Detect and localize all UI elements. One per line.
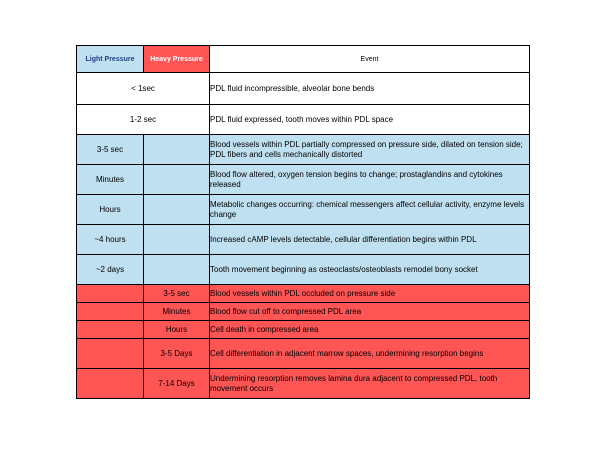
- table-row: [77, 321, 530, 339]
- event-cell: Undermining resorption removes lamina dura adjacent to compressed PDL, tooth movement occurs: [210, 369, 530, 399]
- empty-cell: [77, 285, 144, 303]
- heavy-time-cell: Hours: [144, 321, 210, 339]
- table-row: [77, 135, 530, 165]
- pressure-timeline-table: [76, 45, 530, 399]
- empty-cell: [144, 165, 210, 195]
- table-row: [77, 165, 530, 195]
- event-header: Event: [210, 46, 530, 73]
- event-cell: Cell death in compressed area: [210, 321, 530, 339]
- light-time-cell: Hours: [77, 195, 144, 225]
- table-row: [77, 285, 530, 303]
- light-time-cell: ~4 hours: [77, 225, 144, 255]
- empty-cell: [77, 339, 144, 369]
- empty-cell: [144, 135, 210, 165]
- heavy-pressure-header: Heavy Pressure: [144, 46, 210, 73]
- event-cell: PDL fluid expressed, tooth moves within PDL space: [210, 105, 530, 135]
- table-row: [77, 369, 530, 399]
- both-time-cell: < 1sec: [77, 73, 210, 105]
- table-row: [77, 105, 530, 135]
- empty-cell: [144, 255, 210, 285]
- event-cell: Blood flow cut off to compressed PDL area: [210, 303, 530, 321]
- event-cell: Increased cAMP levels detectable, cellular differentiation begins within PDL: [210, 225, 530, 255]
- table-row: [77, 255, 530, 285]
- empty-cell: [77, 321, 144, 339]
- event-cell: Cell differentiation in adjacent marrow spaces, undermining resorption begins: [210, 339, 530, 369]
- event-cell: Tooth movement beginning as osteoclasts/osteoblasts remodel bony socket: [210, 255, 530, 285]
- light-time-cell: Minutes: [77, 165, 144, 195]
- heavy-time-cell: 3-5 sec: [144, 285, 210, 303]
- event-cell: Blood flow altered, oxygen tension begins to change; prostaglandins and cytokines released: [210, 165, 530, 195]
- event-cell: PDL fluid incompressible, alveolar bone bends: [210, 73, 530, 105]
- table-row: [77, 73, 530, 105]
- table-row: [77, 303, 530, 321]
- empty-cell: [144, 195, 210, 225]
- light-time-cell: ~2 days: [77, 255, 144, 285]
- heavy-time-cell: 7-14 Days: [144, 369, 210, 399]
- table-row: [77, 195, 530, 225]
- light-pressure-header: Light Pressure: [77, 46, 144, 73]
- event-cell: Metabolic changes occurring: chemical messengers affect cellular activity, enzyme levels change: [210, 195, 530, 225]
- empty-cell: [77, 369, 144, 399]
- event-cell: Blood vessels within PDL partially compressed on pressure side, dilated on tension side; PDL fibers and cells mechanically distorted: [210, 135, 530, 165]
- table-row: [77, 225, 530, 255]
- heavy-time-cell: 3-5 Days: [144, 339, 210, 369]
- both-time-cell: 1-2 sec: [77, 105, 210, 135]
- empty-cell: [77, 303, 144, 321]
- empty-cell: [144, 225, 210, 255]
- heavy-time-cell: Minutes: [144, 303, 210, 321]
- event-cell: Blood vessels within PDL occluded on pressure side: [210, 285, 530, 303]
- light-time-cell: 3-5 sec: [77, 135, 144, 165]
- table-row: [77, 339, 530, 369]
